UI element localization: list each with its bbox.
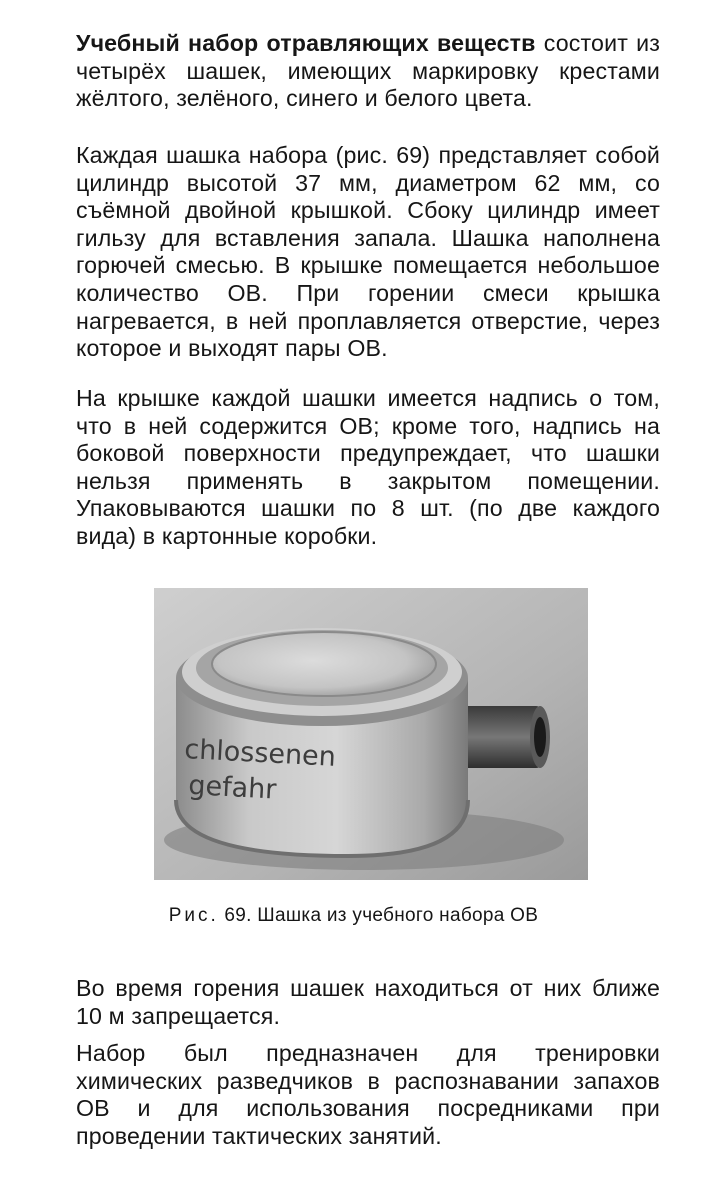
bold-lead-term: Учебный набор отравляющих веществ <box>76 30 536 56</box>
figure-caption <box>0 904 707 928</box>
caption-text: 69. Шашка из учебного набора ОВ <box>218 905 539 926</box>
paragraph-labels-packaging: На крышке каждой шашки имеется надпись о том, что в ней содержится ОВ; кроме того, надпись на боковой поверхности предупреждает, что шашки нельзя применять в закрытом помещении. Упаковываются шашки по 8 шт. (по две каждого вида) в картонные коробки. <box>76 385 660 549</box>
paragraph-training-set <box>76 30 660 113</box>
figure-smoke-pot-photo <box>154 588 588 880</box>
can-inscription-line1: chlossenen <box>183 734 337 773</box>
fuse-tube <box>462 706 550 768</box>
paragraph-cylinder-description: Каждая шашка набора (рис. 69) представляет собой цилиндр высотой 37 мм, диаметром 62 мм, со съёмной двойной крышкой. Сбоку цилиндр имеет гильзу для вставления запала. Шашка наполнена горючей смесью. В крышке помещается небольшое количество ОВ. При горении смеси крышка нагревается, в ней проплавляется отверстие, через которое и выходят пары ОВ. <box>76 142 660 362</box>
paragraph-purpose: Набор был предназначен для тренировки химических разведчиков в распознавании запахов ОВ и для использования посредниками при проведении тактических занятий. <box>76 1040 660 1149</box>
can-inscription-line2: gefahr <box>187 770 278 806</box>
smoke-pot-illustration <box>154 588 588 880</box>
caption-prefix: Рис. <box>168 905 219 926</box>
paragraph-safety-distance: Во время горения шашек находиться от них ближе 10 м запрещается. <box>76 975 660 1029</box>
paragraph-text: состоит из четырёх шашек, имеющих маркировку крестами жёлтого, зелёного, синего и белого цвета. <box>76 30 660 112</box>
